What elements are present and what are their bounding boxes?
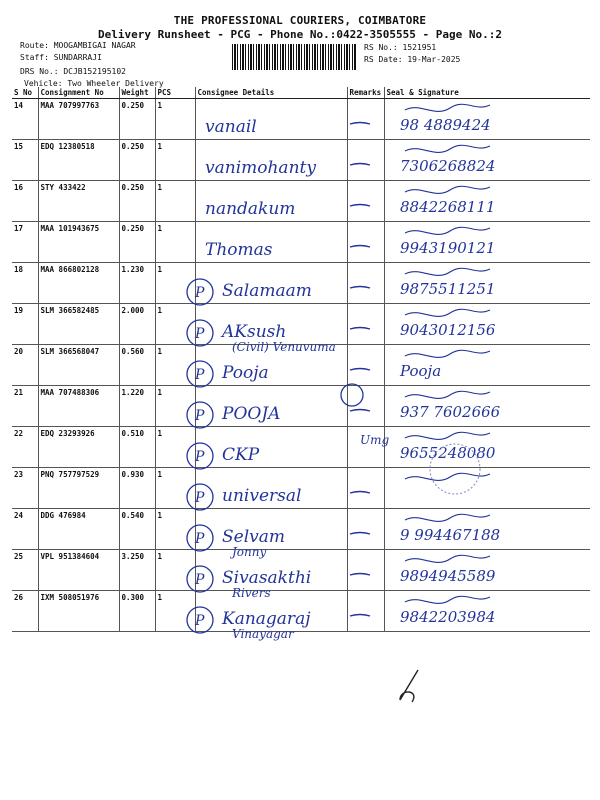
row-weight: 1.220 xyxy=(119,386,155,427)
row-remarks xyxy=(347,345,384,386)
row-consignee xyxy=(195,509,347,550)
handwritten-name-line2: (Civil) Venuvuma xyxy=(232,340,336,354)
handwritten-name: vanimohanty xyxy=(205,158,316,178)
row-consignment: IXM 508051976 xyxy=(38,591,119,632)
table-header-row xyxy=(12,87,590,99)
row-remarks xyxy=(347,99,384,140)
handwritten-name: AKsush xyxy=(222,322,287,342)
row-remarks xyxy=(347,591,384,632)
table-row xyxy=(12,181,590,222)
row-remarks xyxy=(347,550,384,591)
row-consignee xyxy=(195,386,347,427)
row-remarks xyxy=(347,222,384,263)
row-sno: 26 xyxy=(12,591,38,632)
circled-p-letter: P xyxy=(195,367,205,383)
row-consignment: MAA 707488306 xyxy=(38,386,119,427)
row-pcs: 1 xyxy=(155,304,195,345)
handwritten-phone: 9842203984 xyxy=(400,608,496,626)
row-consignee xyxy=(195,222,347,263)
row-weight: 0.930 xyxy=(119,468,155,509)
row-consignee xyxy=(195,181,347,222)
row-weight: 0.540 xyxy=(119,509,155,550)
row-consignment: DDG 476984 xyxy=(38,509,119,550)
row-pcs: 1 xyxy=(155,140,195,181)
row-pcs: 1 xyxy=(155,550,195,591)
table-row xyxy=(12,386,590,427)
row-seal xyxy=(384,509,590,550)
circled-p-letter: P xyxy=(195,613,205,629)
handwritten-name: POOJA xyxy=(222,404,281,424)
bottom-scribble xyxy=(400,670,418,702)
row-sno: 20 xyxy=(12,345,38,386)
row-weight: 2.000 xyxy=(119,304,155,345)
row-remarks xyxy=(347,427,384,468)
staff-line: Staff: SUNDARRAJI xyxy=(20,53,102,62)
row-consignee xyxy=(195,263,347,304)
handwritten-name: Selvam xyxy=(222,527,286,547)
row-consignment: PNQ 757797529 xyxy=(38,468,119,509)
header-seal: Seal & Signature xyxy=(384,87,590,99)
row-consignee xyxy=(195,140,347,181)
handwritten-name-line2: Jonny xyxy=(232,545,267,559)
row-consignee xyxy=(195,468,347,509)
row-pcs: 1 xyxy=(155,345,195,386)
row-pcs: 1 xyxy=(155,99,195,140)
row-remarks xyxy=(347,509,384,550)
handwritten-phone: 8842268111 xyxy=(400,198,496,216)
table-row xyxy=(12,427,590,468)
row-remarks xyxy=(347,140,384,181)
handwritten-phone: 9894945589 xyxy=(400,567,496,585)
row-seal xyxy=(384,427,590,468)
runsheet-subtitle: Delivery Runsheet - PCG - Phone No.:0422-3505555 - Page No.:2 xyxy=(98,28,502,41)
table-row xyxy=(12,99,590,140)
row-pcs: 1 xyxy=(155,468,195,509)
row-consignment: VPL 951384604 xyxy=(38,550,119,591)
row-pcs: 1 xyxy=(155,263,195,304)
row-weight: 0.250 xyxy=(119,140,155,181)
row-seal xyxy=(384,591,590,632)
circled-p-letter: P xyxy=(195,449,205,465)
row-consignment: MAA 707997763 xyxy=(38,99,119,140)
row-sno: 22 xyxy=(12,427,38,468)
handwritten-phone: 98 4889424 xyxy=(400,116,491,134)
row-sno: 23 xyxy=(12,468,38,509)
row-remarks xyxy=(347,263,384,304)
row-pcs: 1 xyxy=(155,509,195,550)
row-seal xyxy=(384,140,590,181)
row-remarks xyxy=(347,386,384,427)
handwritten-name: CKP xyxy=(222,445,260,465)
header-consignee: Consignee Details xyxy=(195,87,347,99)
row-seal xyxy=(384,386,590,427)
table-row xyxy=(12,304,590,345)
handwritten-name: nandakum xyxy=(205,199,296,219)
circled-p-letter: P xyxy=(195,490,205,506)
row-weight: 0.510 xyxy=(119,427,155,468)
company-title: THE PROFESSIONAL COURIERS, COIMBATORE xyxy=(173,14,427,27)
row-consignee xyxy=(195,427,347,468)
table-row xyxy=(12,345,590,386)
row-sno: 25 xyxy=(12,550,38,591)
row-sno: 17 xyxy=(12,222,38,263)
row-consignee xyxy=(195,304,347,345)
barcode xyxy=(232,44,356,70)
handwritten-phone: 9943190121 xyxy=(400,239,496,257)
handwritten-name-line2: Vinayagar xyxy=(232,627,294,641)
row-seal xyxy=(384,304,590,345)
table-row xyxy=(12,591,590,632)
row-remarks xyxy=(347,468,384,509)
row-remarks xyxy=(347,181,384,222)
row-consignment: MAA 101943675 xyxy=(38,222,119,263)
row-consignment: SLM 366582485 xyxy=(38,304,119,345)
row-weight: 0.250 xyxy=(119,99,155,140)
row-seal xyxy=(384,99,590,140)
row-consignment: EDQ 23293926 xyxy=(38,427,119,468)
row-seal xyxy=(384,222,590,263)
row-seal xyxy=(384,550,590,591)
row-weight: 3.250 xyxy=(119,550,155,591)
rs-date: RS Date: 19-Mar-2025 xyxy=(364,55,461,64)
row-sno: 14 xyxy=(12,99,38,140)
handwritten-name: universal xyxy=(222,486,302,506)
handwritten-phone: Pooja xyxy=(400,362,442,380)
rs-number: RS No.: 1521951 xyxy=(364,43,437,52)
handwritten-phone: 9043012156 xyxy=(400,321,496,339)
header-remarks: Remarks xyxy=(347,87,384,99)
row-sno: 18 xyxy=(12,263,38,304)
table-row xyxy=(12,140,590,181)
row-weight: 0.250 xyxy=(119,181,155,222)
rs-info xyxy=(364,42,460,66)
table-row xyxy=(12,509,590,550)
row-seal xyxy=(384,345,590,386)
row-consignment: STY 433422 xyxy=(38,181,119,222)
handwritten-phone: 9655248080 xyxy=(400,444,496,462)
row-sno: 24 xyxy=(12,509,38,550)
header-pcs: PCS xyxy=(155,87,195,99)
route-line: Route: MOOGAMBIGAI NAGAR xyxy=(20,41,136,50)
row-pcs: 1 xyxy=(155,222,195,263)
row-consignee xyxy=(195,591,347,632)
row-seal xyxy=(384,181,590,222)
handwritten-phone: 937 7602666 xyxy=(400,403,501,421)
table-row xyxy=(12,550,590,591)
circled-p-letter: P xyxy=(195,408,205,424)
handwritten-name: Sivasakthi xyxy=(222,568,312,588)
row-consignee xyxy=(195,99,347,140)
row-seal xyxy=(384,468,590,509)
header-sno: S No xyxy=(12,87,38,99)
row-consignee xyxy=(195,550,347,591)
table-row xyxy=(12,468,590,509)
table-row xyxy=(12,222,590,263)
handwritten-name-line2: Rivers xyxy=(232,586,271,600)
circled-p-letter: P xyxy=(195,531,205,547)
handwritten-phone: 7306268824 xyxy=(400,157,496,175)
handwritten-name: vanail xyxy=(205,117,257,137)
route-info xyxy=(20,40,164,90)
handwritten-name: Thomas xyxy=(205,240,273,260)
row-sno: 16 xyxy=(12,181,38,222)
row-sno: 21 xyxy=(12,386,38,427)
handwritten-phone: 9 994467188 xyxy=(400,526,501,544)
circled-p-letter: P xyxy=(195,285,205,301)
row-sno: 19 xyxy=(12,304,38,345)
row-consignee xyxy=(195,345,347,386)
row-consignment: SLM 366568047 xyxy=(38,345,119,386)
row-weight: 0.250 xyxy=(119,222,155,263)
header-consignment: Consignment No xyxy=(38,87,119,99)
remark-umg: Umg xyxy=(360,433,390,447)
row-pcs: 1 xyxy=(155,181,195,222)
table-row xyxy=(12,263,590,304)
row-weight: 0.560 xyxy=(119,345,155,386)
handwritten-name: Kanagaraj xyxy=(222,609,311,629)
row-pcs: 1 xyxy=(155,386,195,427)
handwritten-name: Pooja xyxy=(222,363,269,383)
row-pcs: 1 xyxy=(155,427,195,468)
vehicle-line: Vehicle: Two Wheeler Delivery xyxy=(24,79,164,88)
row-consignment: MAA 866802128 xyxy=(38,263,119,304)
circled-p-letter: P xyxy=(195,572,205,588)
runsheet-table xyxy=(12,87,590,632)
row-weight: 0.300 xyxy=(119,591,155,632)
row-consignment: EDQ 12380518 xyxy=(38,140,119,181)
row-seal xyxy=(384,263,590,304)
row-sno: 15 xyxy=(12,140,38,181)
handwritten-phone: 9875511251 xyxy=(400,280,496,298)
handwritten-name: Salamaam xyxy=(222,281,312,301)
circled-p-letter: P xyxy=(195,326,205,342)
row-weight: 1.230 xyxy=(119,263,155,304)
row-pcs: 1 xyxy=(155,591,195,632)
header-weight: Weight xyxy=(119,87,155,99)
drs-line: DRS No.: DCJB152195102 xyxy=(20,67,126,76)
row-remarks xyxy=(347,304,384,345)
